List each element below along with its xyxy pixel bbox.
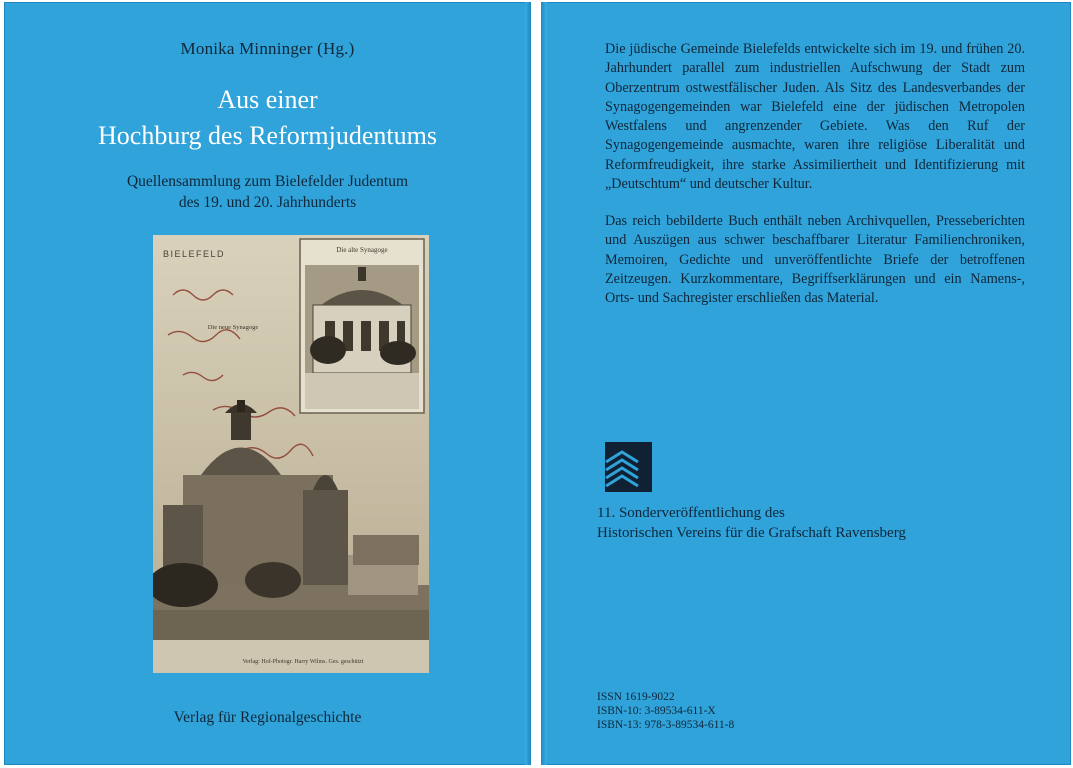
back-paragraph-2-text: Das reich bebilderte Buch enthält neben Archivquellen, Presseberichten und Auszügen aus schwer beschaffbarer Literatur Familienchroniken, Memoiren, Gedichte und unveröffentlichte Briefe der betroffenen Zeitzeugen. Kurzkommentare, Begriffserklärungen und ein Namens-, Orts- und Sachregister erschließen das Material.	[605, 213, 1025, 307]
publisher-name: Verlag für Regionalgeschichte	[173, 709, 362, 726]
front-cover	[4, 2, 531, 765]
series-line-2: Historischen Vereins für die Grafschaft Ravensberg	[597, 525, 906, 541]
postcard-city: BIELEFELD	[163, 249, 226, 259]
back-cover-edge	[541, 2, 547, 765]
isbn-13: ISBN-13: 978-3-89534-611-8	[597, 719, 735, 731]
postcard-imprint: Verlag: Hof-Photogr. Harry Wilms. Ges. geschützt	[242, 659, 364, 665]
caption-old-synagogue: Die alte Synagoge	[336, 246, 388, 254]
caption-new-synagogue: Die neue Synagoge	[207, 324, 259, 331]
back-cover	[541, 2, 1071, 765]
isbn-block	[597, 690, 734, 732]
series-line-1: 11. Sonderveröffentlichung des	[597, 505, 785, 521]
series-note	[597, 503, 906, 543]
chevron-stack-logo-icon	[602, 442, 652, 492]
book-title	[4, 82, 531, 154]
issn: ISSN 1619-9022	[597, 691, 675, 703]
book-subtitle	[4, 171, 531, 213]
subtitle-line-2: des 19. und 20. Jahrhunderts	[178, 194, 357, 211]
subtitle-line-1: Quellensammlung zum Bielefelder Judentum	[126, 173, 409, 190]
title-line-2: Hochburg des Reformjudentums	[98, 121, 437, 150]
title-line-1: Aus einer	[217, 85, 318, 114]
synagogue-postcard-image	[153, 235, 429, 673]
back-paragraph-2	[605, 212, 1025, 308]
back-paragraph-1-text: Die jüdische Gemeinde Bielefelds entwickelte sich im 19. und frühen 20. Jahrhundert parallel zum industriellen Aufschwung der Stadt zum Oberzentrum ostwestfälischer Juden. Als Sitz des Landesverbandes der Synagogengemeinden war Bielefeld eine der jüdischen Metropolen Westfalens und angrenzender Gebiete. Was den Ruf der Synagogengemeinde ausmachte, waren ihre religiöse Liberalität und Reformfreudigkeit, ihre starke Assimiliertheit und Identifizierung mit „Deutschtum“ und deutscher Kultur.	[605, 41, 1025, 193]
back-paragraph-1	[605, 40, 1025, 194]
isbn-10: ISBN-10: 3-89534-611-X	[597, 705, 716, 717]
author-name: Monika Minninger (Hg.)	[180, 39, 355, 58]
